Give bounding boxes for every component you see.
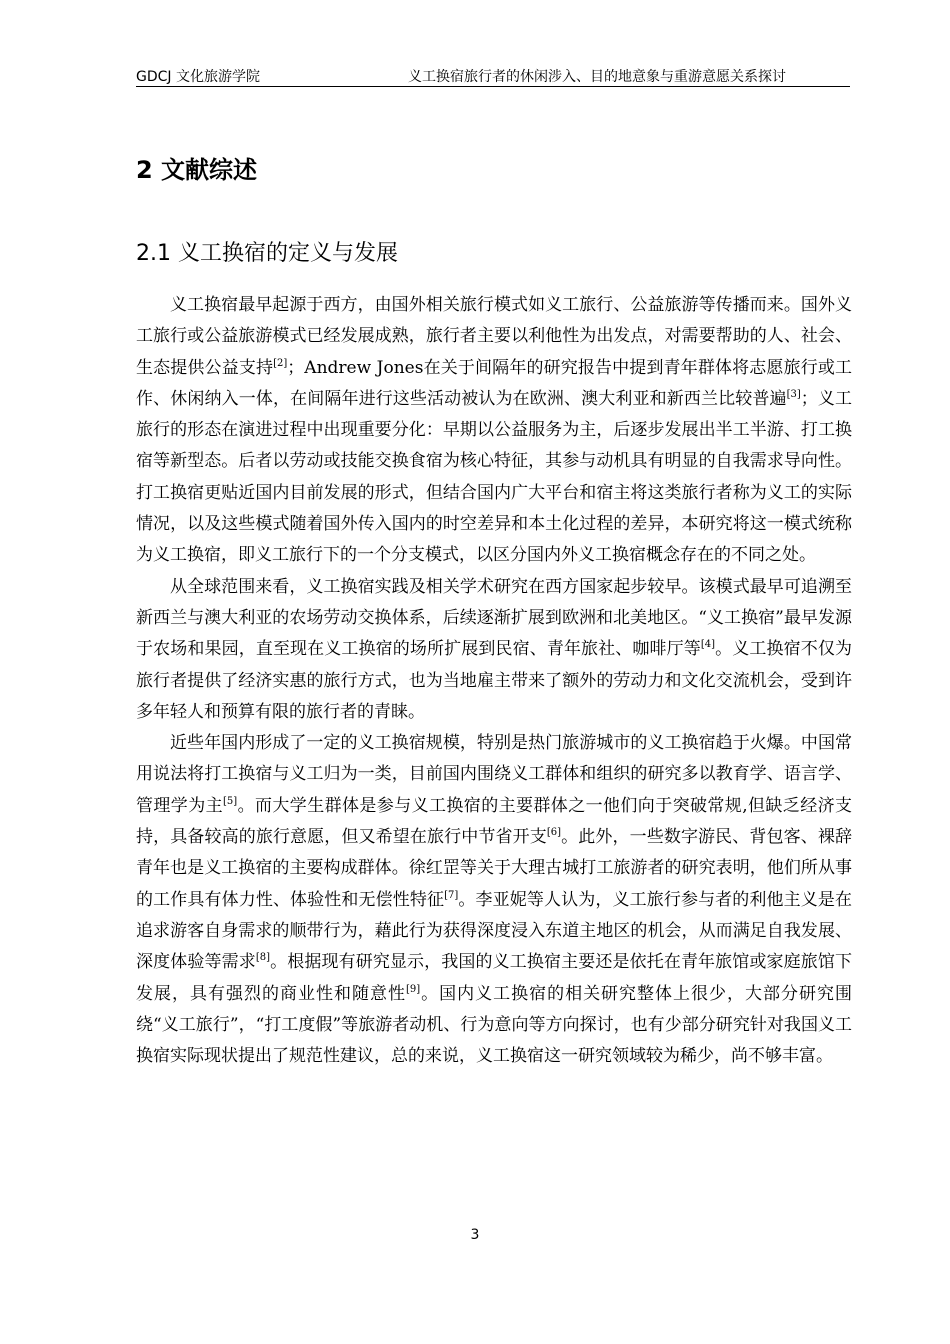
page-number: 3 <box>470 1227 480 1243</box>
citation-ref: [4] <box>700 639 716 651</box>
paragraph <box>136 572 852 728</box>
paragraph-text: 。此外，一些数字游民、背包客、裸辞青年也是义工换宿的主要构成群体。徐红罡等关于大理古城打工旅游者的研究表明，他们所从事的工作具有体力性、体验性和无偿性特征 <box>136 827 853 910</box>
paragraph-text: 义工换宿最早起源于西方，由国外相关旅行模式如义工旅行、公益旅游等传播而来。国外义工旅行或公益旅游模式已经发展成熟，旅行者主要以利他性为出发点，对需要帮助的人、社会、生态提供公益支持 <box>136 295 852 378</box>
header-thesis-title: 义工换宿旅行者的休闲涉入、目的地意象与重游意愿关系探讨 <box>408 69 786 85</box>
paragraph-text: 近些年国内形成了一定的义工换宿规模，特别是热门旅游城市的义工换宿趋于火爆。中国常用说法将打工换宿与义工归为一类，目前国内围绕义工群体和组织的研究多以教育学、语言学、管理学为主 <box>136 733 852 816</box>
citation-ref: [8] <box>255 952 270 964</box>
citation-ref: [5] <box>223 795 238 807</box>
citation-ref: [7] <box>444 889 459 901</box>
body-text <box>136 290 852 1072</box>
section-title: 2.1 义工换宿的定义与发展 <box>136 241 398 266</box>
paragraph-text: ；义工旅行的形态在演进过程中出现重要分化：早期以公益服务为主，后逐步发展出半工半游、打工换宿等新型态。后者以劳动或技能交换食宿为核心特征，其参与动机具有明显的自我需求导向性。打工换宿更贴近国内目前发展的形式，但结合国内广大平台和宿主将这类旅行者称为义工的实际情况，以及这些模式随着国外传入国内的时空差异和本土化过程的差异，本研究将这一模式统称为义工换宿，即义工旅行下的一个分支模式，以区分国内外义工换宿概念存在的不同之处。 <box>136 388 853 566</box>
running-header <box>136 66 850 87</box>
paragraph-text: 。李亚妮等人认为，义工旅行参与者的利他主义是在追求游客自身需求的顺带行为，藉此行为获得深度浸入东道主地区的机会，从而满足自我发展、深度体验等需求 <box>136 889 853 973</box>
citation-ref: [6] <box>546 827 561 839</box>
paragraph-text: 。根据现有研究显示，我国的义工换宿主要还是依托在青年旅馆或家庭旅馆下发展，具有强烈的商业性和随意性 <box>136 952 853 1004</box>
header-institution: GDCJ 文化旅游学院 <box>136 69 260 85</box>
paragraph <box>136 728 852 1072</box>
chapter-title: 2 文献综述 <box>136 156 258 184</box>
paragraph-text: 。而大学生群体是参与义工换宿的主要群体之一他们向于突破常规,但缺乏经济支持，具备较高的旅行意愿，但又希望在旅行中节省开支 <box>136 795 853 848</box>
paragraph-text: 。国内义工换宿的相关研究整体上很少，大部分研究围绕“义工旅行”，“打工度假”等旅游者动机、行为意向等方向探讨，也有少部分研究针对我国义工换宿实际现状提出了规范性建议，总的来说，义工换宿这一研究领域较为稀少，尚不够丰富。 <box>136 983 853 1067</box>
paragraph-text: 。义工换宿不仅为旅行者提供了经济实惠的旅行方式，也为当地雇主带来了额外的劳动力和文化交流机会，受到许多年轻人和预算有限的旅行者的青睐。 <box>136 639 853 722</box>
paragraph-text: 从全球范围来看，义工换宿实践及相关学术研究在西方国家起步较早。该模式最早可追溯至新西兰与澳大利亚的农场劳动交换体系，后续逐渐扩展到欧洲和北美地区。“义工换宿”最早发源于农场和果园，直至现在义工换宿的场所扩展到民宿、青年旅社、咖啡厅等 <box>136 576 852 660</box>
citation-ref: [3] <box>786 388 801 400</box>
paragraph <box>136 290 852 572</box>
citation-ref: [9] <box>405 983 421 995</box>
citation-ref: [2] <box>273 357 288 369</box>
paragraph-text: ；Andrew Jones在关于间隔年的研究报告中提到青年群体将志愿旅行或工作、休闲纳入一体，在间隔年进行这些活动被认为在欧洲、澳大利亚和新西兰比较普遍 <box>136 357 852 409</box>
